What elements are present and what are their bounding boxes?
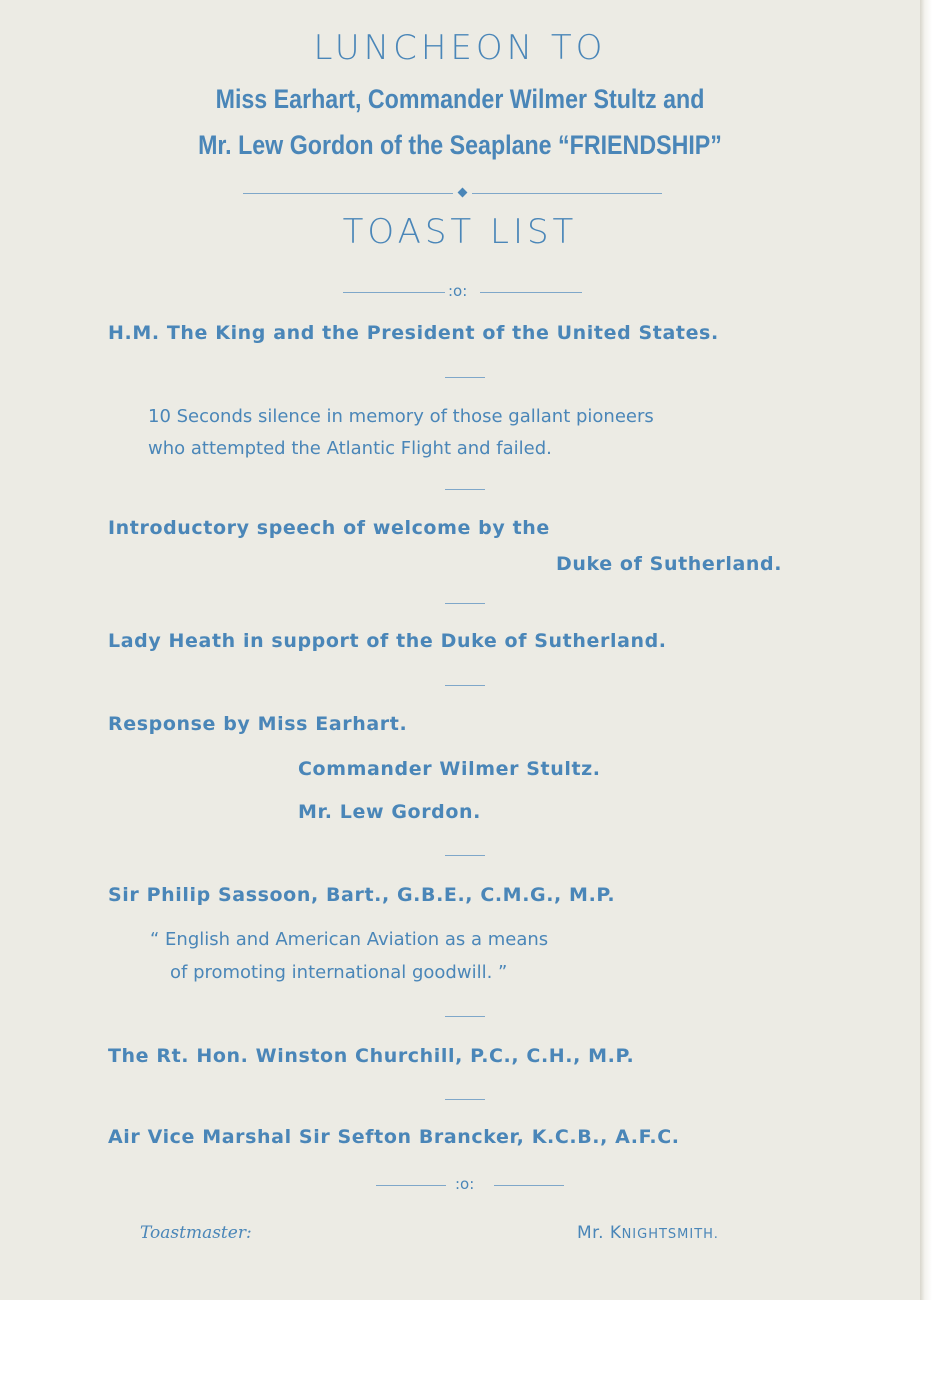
toast-separator: [445, 489, 485, 490]
heading-guests-line1: Miss Earhart, Commander Wilmer Stultz and: [215, 84, 705, 114]
toast-list-title: TOAST LIST: [342, 212, 578, 252]
toast-sassoon: Sir Philip Sassoon, Bart., G.B.E., C.M.G., M.P.: [108, 884, 616, 906]
heading-guests-line2: Mr. Lew Gordon of the Seaplane “FRIENDSHIP”: [198, 130, 722, 160]
toast-churchill: The Rt. Hon. Winston Churchill, P.C., C.H., M.P.: [108, 1045, 635, 1067]
silence-note-line1: 10 Seconds silence in memory of those gallant pioneers: [148, 406, 654, 427]
toast-intro-speech: Introductory speech of welcome by the: [108, 517, 550, 539]
toast-separator: [445, 685, 485, 686]
diamond-ornament: [458, 188, 468, 198]
response-stultz: Commander Wilmer Stultz.: [298, 758, 601, 780]
response-earhart: Response by Miss Earhart.: [108, 713, 408, 735]
heading-luncheon: LUNCHEON TO: [313, 28, 607, 68]
ornament-bottom: :o:: [455, 1175, 475, 1193]
toastmaster-name-rest: NIGHTSMITH.: [621, 1227, 719, 1242]
toastmaster-name: [577, 1223, 719, 1243]
toast-separator: [445, 1016, 485, 1017]
toast-lady-heath: Lady Heath in support of the Duke of Sutherland.: [108, 630, 667, 652]
toast-brancker: Air Vice Marshal Sir Sefton Brancker, K.C.B., A.F.C.: [108, 1126, 680, 1148]
ornament-top: :o:: [448, 282, 468, 300]
sassoon-topic-line1: “ English and American Aviation as a means: [150, 929, 549, 950]
response-gordon: Mr. Lew Gordon.: [298, 801, 481, 823]
sassoon-topic-line2: of promoting international goodwill. ”: [170, 962, 508, 983]
toast-king-president: H.M. The King and the President of the United States.: [108, 322, 719, 344]
silence-note-line2: who attempted the Atlantic Flight and failed.: [148, 438, 552, 459]
toast-separator: [445, 603, 485, 604]
toastmaster-label: Toastmaster:: [140, 1223, 252, 1243]
card-edge: [920, 0, 932, 1300]
toast-separator: [445, 377, 485, 378]
toast-separator: [445, 855, 485, 856]
toastmaster-name-initial: Mr. K: [577, 1223, 622, 1243]
toast-intro-speaker: Duke of Sutherland.: [556, 553, 783, 575]
toast-separator: [445, 1099, 485, 1100]
